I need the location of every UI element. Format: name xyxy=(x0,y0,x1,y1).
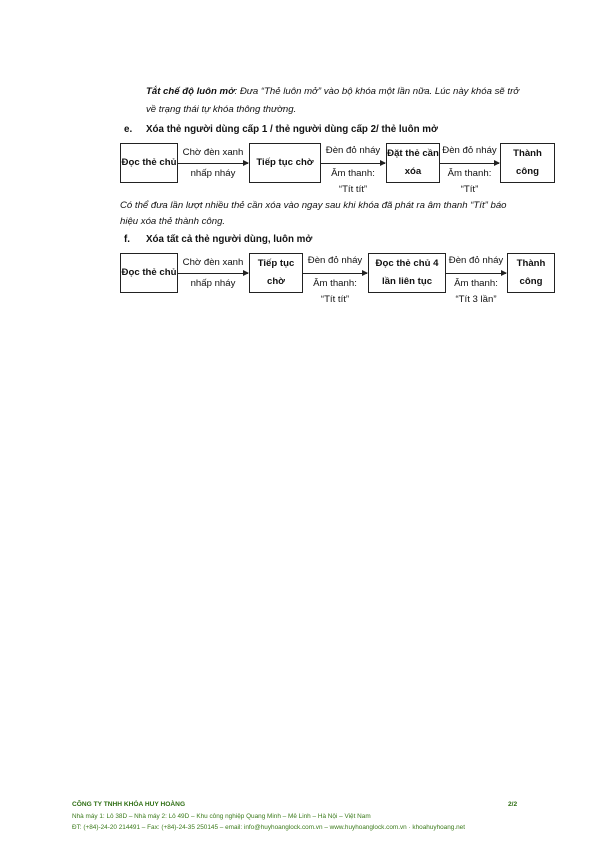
flow-e-arrow-1 xyxy=(178,163,248,164)
flow-f-arrow-2-top: Đèn đỏ nháy xyxy=(307,255,363,266)
section-e-note-line-1: Có thể đưa lần lượt nhiều thẻ cần xóa vào ngay sau khi khóa đã phát ra âm thanh “Tít” báo xyxy=(120,200,507,211)
flow-f-box-read-master-4x: Đọc thẻ chủ 4 lần liên tục xyxy=(368,253,446,293)
flow-e-arrow-1-top: Chờ đèn xanh xyxy=(182,147,244,158)
flow-e-arrow-2-bottom: “Tít tít” xyxy=(338,184,368,195)
flow-e-box-continue-wait: Tiếp tục chờ xyxy=(249,143,321,183)
footer-contact: ĐT: (+84)-24-20 214491 – Fax: (+84)-24-35 250145 – email: info@huyhoanglock.com.vn – www.huyhoanglock.com.vn · khoahuyhoang.net xyxy=(72,824,465,831)
flow-e-arrow-2 xyxy=(321,163,385,164)
flow-e-arrow-2-top: Đèn đỏ nháy xyxy=(325,145,381,156)
flow-e-box-place-card: Đặt thẻ cần xóa xyxy=(386,143,440,183)
footer-company: CÔNG TY TNHH KHÓA HUY HOÀNG xyxy=(72,801,186,808)
flow-f-arrow-3-bottom: “Tít 3 lần” xyxy=(455,294,497,305)
flow-e-box-success: Thành công xyxy=(500,143,555,183)
flow-f-box-continue-wait: Tiếp tục chờ xyxy=(249,253,303,293)
intro-line-1-rest: : Đưa “Thẻ luôn mở” vào bộ khóa một lần nữa. Lúc này khóa sẽ trở xyxy=(234,86,520,97)
flow-e-arrow-3 xyxy=(440,163,499,164)
section-f-title: Xóa tất cả thẻ người dùng, luôn mở xyxy=(146,234,313,245)
flow-f-arrow-2 xyxy=(303,273,367,274)
flow-f-arrow-1-bottom: nhấp nháy xyxy=(190,278,236,289)
flow-e-arrow-3-top: Đèn đỏ nháy xyxy=(442,145,497,156)
section-e-title: Xóa thẻ người dùng cấp 1 / thẻ người dùng cấp 2/ thẻ luôn mở xyxy=(146,124,438,135)
flow-f-arrow-2-bottom: “Tít tít” xyxy=(320,294,350,305)
flow-e-arrow-3-mid: Âm thanh: xyxy=(447,168,492,179)
flow-e-arrow-2-mid: Âm thanh: xyxy=(331,168,375,179)
section-e-marker: e. xyxy=(124,124,133,135)
flow-e-arrow-3-bottom: “Tít” xyxy=(460,184,479,195)
section-f-marker: f. xyxy=(124,234,130,245)
flow-f-arrow-1-top: Chờ đèn xanh xyxy=(182,257,244,268)
flow-e-arrow-1-bottom: nhấp nháy xyxy=(190,168,236,179)
footer-page-number: 2/2 xyxy=(508,801,518,808)
intro-bold-lead: Tắt chế độ luôn mở xyxy=(146,86,235,97)
flow-f-arrow-3 xyxy=(446,273,506,274)
flow-e-box-read-master: Đọc thẻ chủ xyxy=(120,143,178,183)
flow-f-box-success: Thành công xyxy=(507,253,555,293)
intro-line-2: về trạng thái tự khóa thông thường. xyxy=(146,104,297,115)
section-e-note-line-2: hiệu xóa thẻ thành công. xyxy=(120,216,226,227)
flow-f-arrow-2-mid: Âm thanh: xyxy=(313,278,357,289)
footer-address: Nhà máy 1: Lô 38D – Nhà máy 2: Lô 49D – Khu công nghiệp Quang Minh – Mê Linh – Hà Nội – Việt Nam xyxy=(72,813,371,820)
flow-f-box-read-master: Đọc thẻ chủ xyxy=(120,253,178,293)
flow-f-arrow-3-top: Đèn đỏ nháy xyxy=(448,255,504,266)
flow-f-arrow-1 xyxy=(178,273,248,274)
flow-f-arrow-3-mid: Âm thanh: xyxy=(454,278,498,289)
intro-line-1 xyxy=(146,83,519,101)
